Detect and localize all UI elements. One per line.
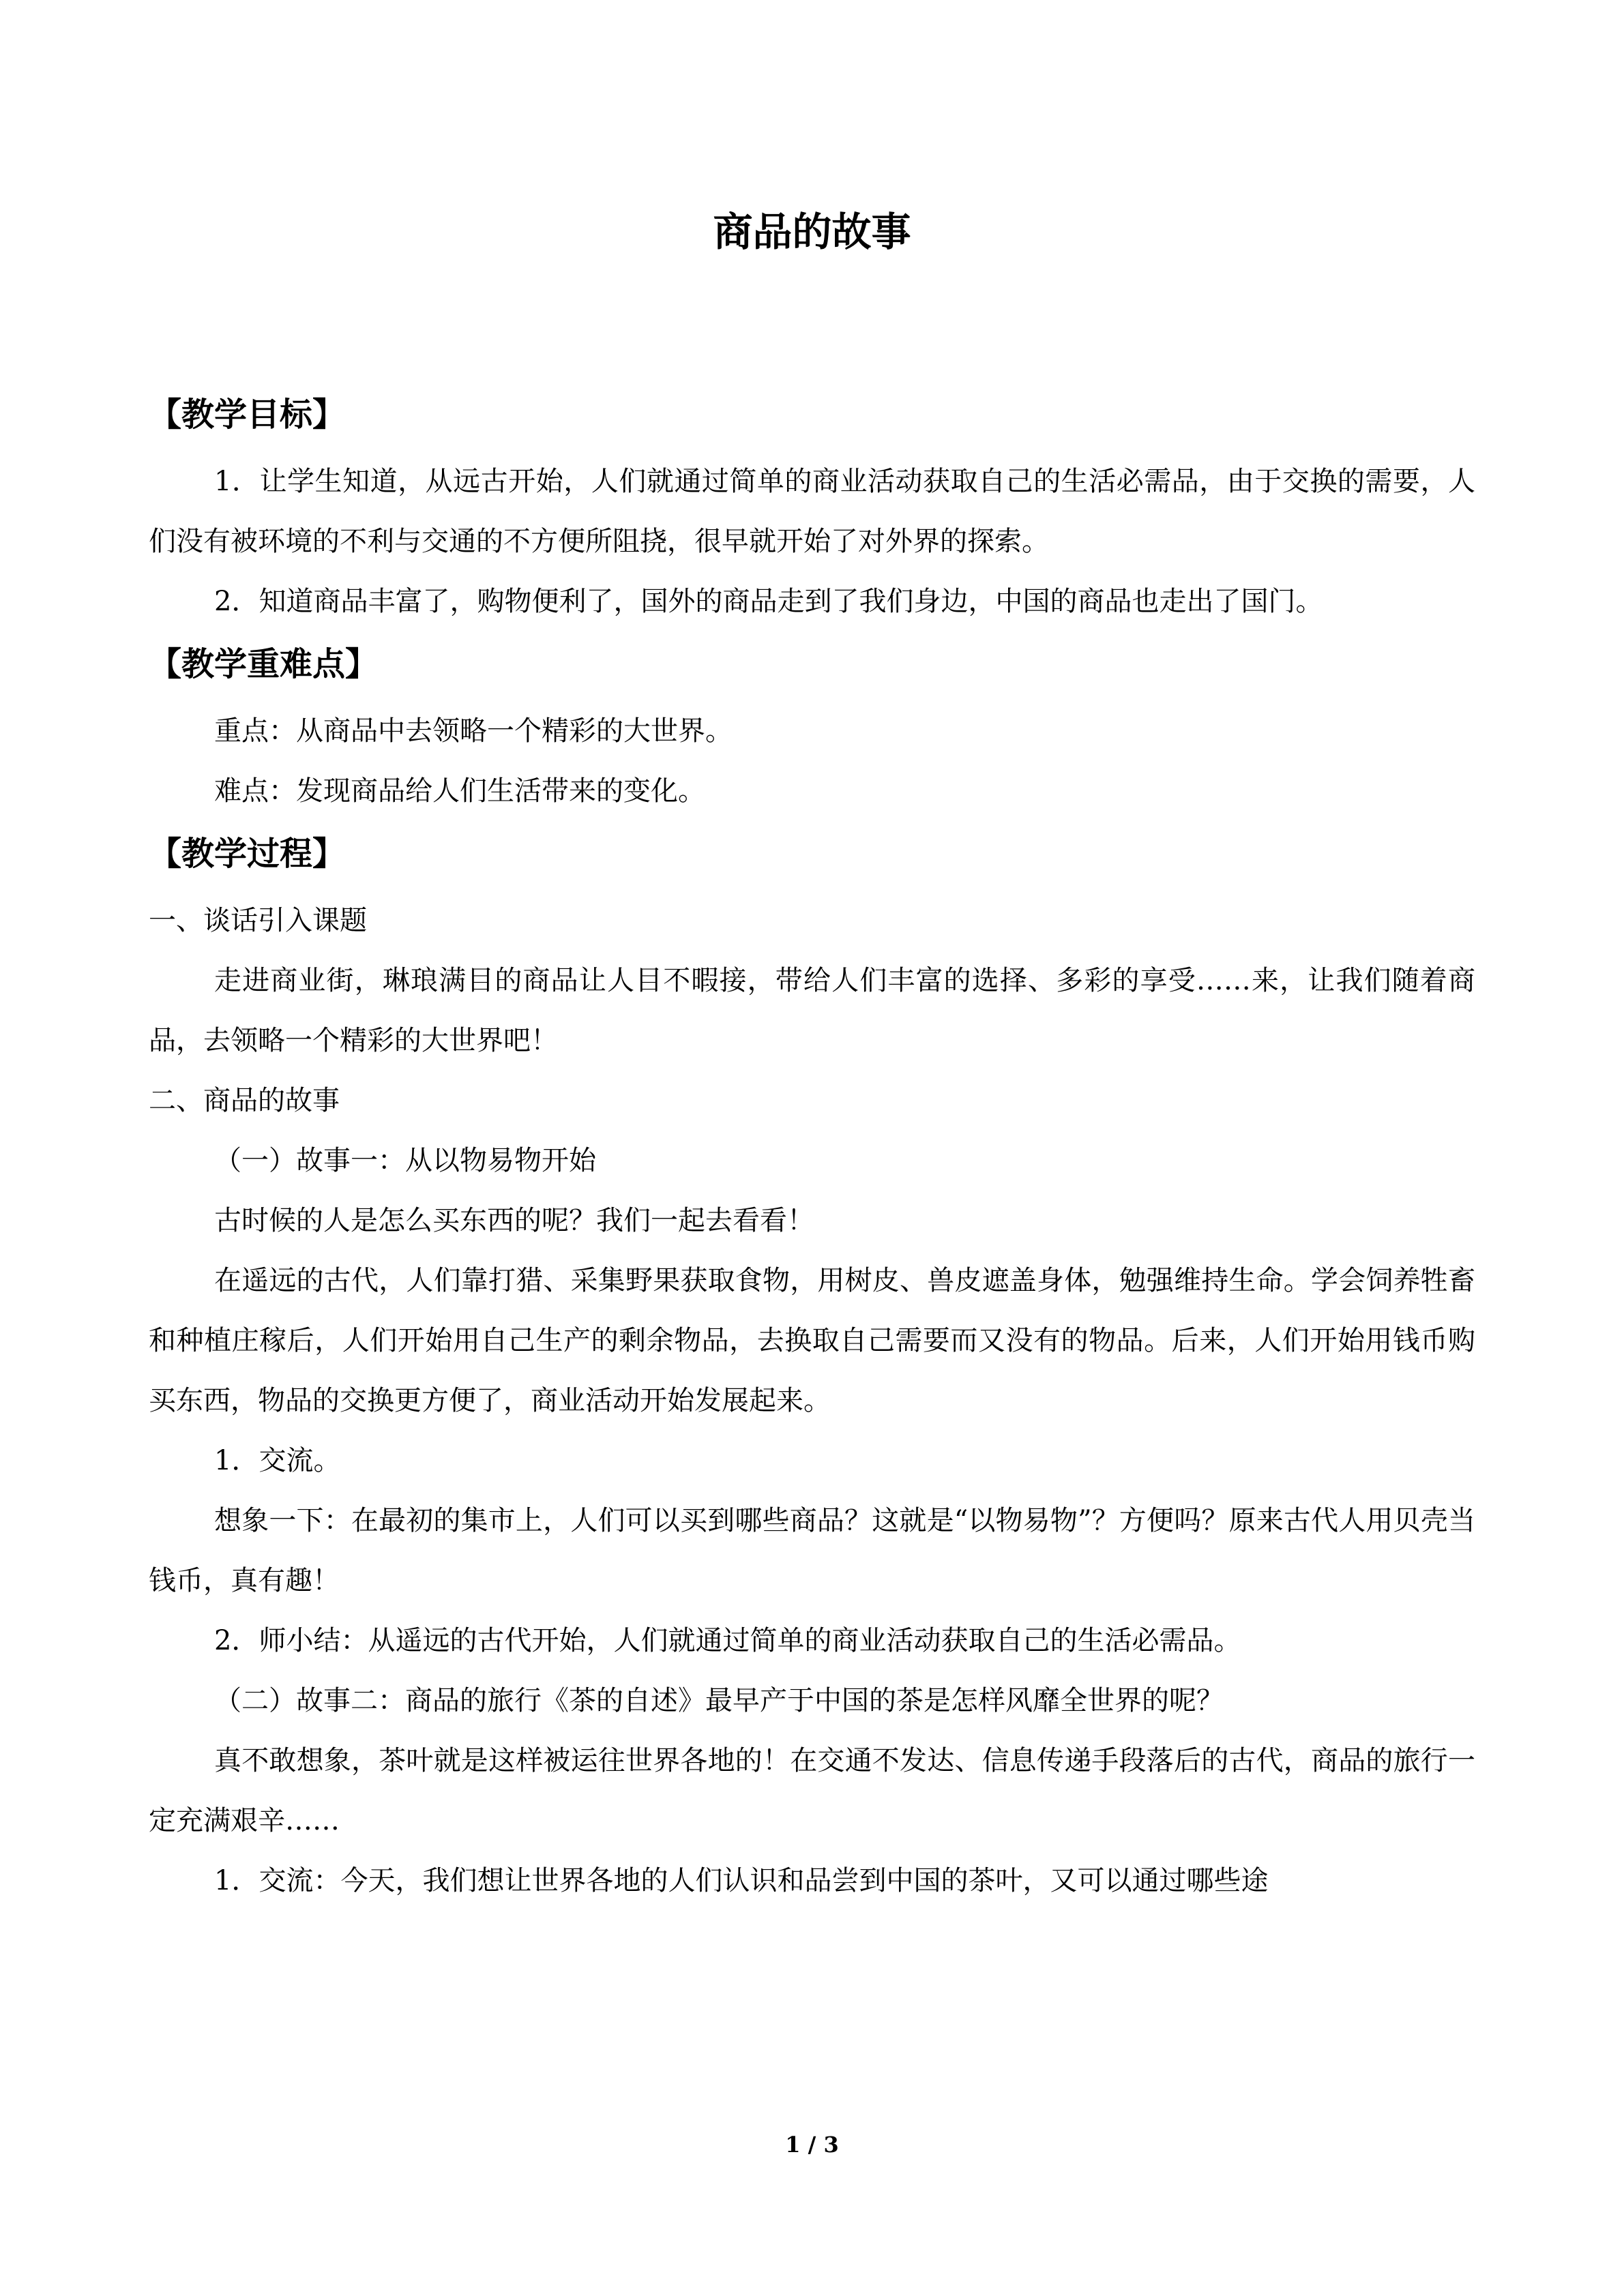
document-title: 商品的故事 [713, 209, 911, 255]
story-1-intro: 古时候的人是怎么买东西的呢？我们一起去看看！ [214, 1205, 814, 1236]
part-1-paragraph: 走进商业街，琳琅满目的商品让人目不暇接，带给人们丰富的选择、多彩的享受……来，让我们随着商品，去领略一个精彩的大世界吧！ [149, 965, 1475, 1056]
story-2-paragraph: 真不敢想象，茶叶就是这样被运往世界各地的！在交通不发达、信息传递手段落后的古代，商品的旅行一定充满艰辛…… [149, 1745, 1475, 1836]
heading-key-difficult-points: 【教学重难点】 [149, 645, 379, 683]
story-2-title: （二）故事二：商品的旅行《茶的自述》最早产于中国的茶是怎样风靡全世界的呢？ [214, 1685, 1224, 1716]
story-1-title: （一）故事一：从以物易物开始 [214, 1145, 596, 1176]
heading-teaching-goals: 【教学目标】 [149, 396, 346, 434]
page-number: 1 / 3 [785, 2132, 839, 2158]
key-point-paragraph: 重点：从商品中去领略一个精彩的大世界。 [214, 715, 733, 747]
story-1-item-1-paragraph: 想象一下：在最初的集市上，人们可以买到哪些商品？这就是“以物易物”？方便吗？原来古代人用贝壳当钱币，真有趣！ [149, 1505, 1475, 1596]
difficult-point-paragraph: 难点：发现商品给人们生活带来的变化。 [214, 775, 705, 807]
goal-2-paragraph: 2．知道商品丰富了，购物便利了，国外的商品走到了我们身边，中国的商品也走出了国门。 [214, 586, 1323, 617]
story-1-paragraph: 在遥远的古代，人们靠打猎、采集野果获取食物，用树皮、兽皮遮盖身体，勉强维持生命。学会饲养牲畜和种植庄稼后，人们开始用自己生产的剩余物品，去换取自己需要而又没有的物品。后来，人们开始用钱币购买东西，物品的交换更方便了，商业活动开始发展起来。 [149, 1265, 1475, 1416]
story-2-item-1: 1．交流：今天，我们想让世界各地的人们认识和品尝到中国的茶叶，又可以通过哪些途 [214, 1865, 1269, 1896]
document-body [149, 382, 1475, 1911]
story-1-item-1: 1．交流。 [214, 1445, 341, 1476]
part-2-title: 二、商品的故事 [149, 1085, 340, 1116]
story-1-item-2: 2．师小结：从遥远的古代开始，人们就通过简单的商业活动获取自己的生活必需品。 [214, 1625, 1241, 1656]
goal-1-paragraph: 1．让学生知道，从远古开始，人们就通过简单的商业活动获取自己的生活必需品，由于交换的需要，人们没有被环境的不利与交通的不方便所阻挠，很早就开始了对外界的探索。 [149, 466, 1475, 557]
heading-teaching-process: 【教学过程】 [149, 835, 346, 873]
part-1-title: 一、谈话引入课题 [149, 905, 367, 936]
